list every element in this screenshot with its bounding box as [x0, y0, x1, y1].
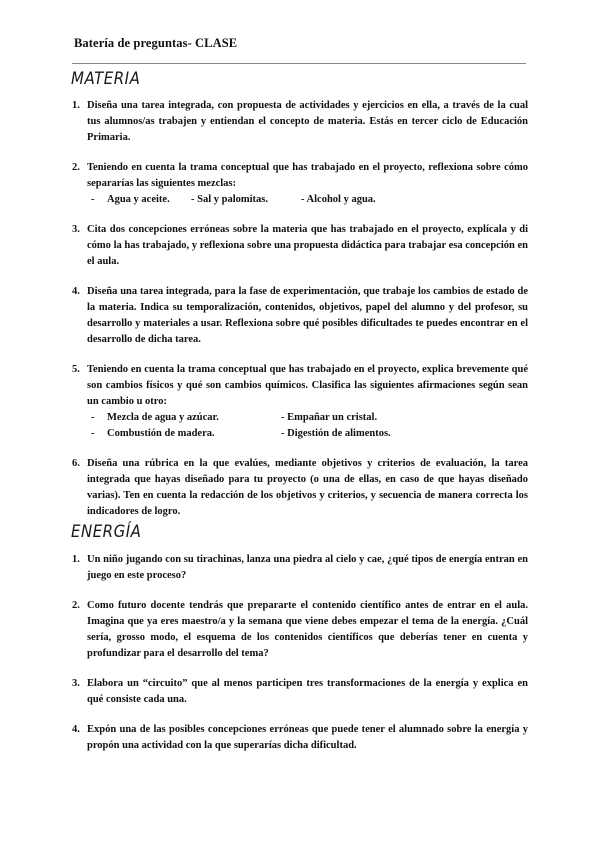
question-number: 5.: [72, 364, 80, 375]
energia-question-list: [72, 552, 528, 768]
energia-question-2: [72, 598, 528, 662]
energia-question-1: [72, 552, 528, 584]
question-number: 2.: [72, 162, 80, 173]
mixture-list: [87, 192, 528, 208]
materia-question-5: [72, 362, 528, 442]
list-item: - Agua y aceite.: [91, 194, 170, 205]
question-text: Como futuro docente tendrás que prepararte el contenido científico antes de entrar en el aula. Imagina que ya eres maestro/a y la semana que viene debes empezar el tema de la energía. ¿Cuál sería, grosso modo, el esquema de los contenidos científicos que deberías tener en cuenta y profundizar para el desarrollo del tema?: [87, 600, 528, 659]
list-item: - Sal y palomitas.: [191, 194, 269, 205]
question-text: Teniendo en cuenta la trama conceptual que has trabajado en el proyecto, explica brevemente qué son cambios físicos y qué son cambios químicos. Clasifica las siguientes afirmaciones según sean un cambio u otro:: [87, 364, 528, 407]
question-number: 1.: [72, 100, 80, 111]
question-text: Teniendo en cuenta la trama conceptual que has trabajado en el proyecto, reflexiona sobre cómo separarías las siguientes mezclas:: [87, 162, 528, 189]
list-item: - Alcohol y agua.: [301, 194, 376, 205]
question-number: 4.: [72, 286, 80, 297]
question-number: 6.: [72, 458, 80, 469]
question-text: Elabora un “circuito” que al menos participen tres transformaciones de la energía y explica en qué consiste cada una.: [87, 678, 528, 705]
question-number: 3.: [72, 224, 80, 235]
question-text: Expón una de las posibles concepciones erróneas que puede tener el alumnado sobre la energía y propón una actividad con la que superarías dicha dificultad.: [87, 724, 528, 751]
section-heading-energia: ENERGÍA: [71, 521, 142, 542]
list-item: - Empañar un cristal.: [281, 412, 378, 423]
question-number: 4.: [72, 724, 80, 735]
change-list: [87, 410, 528, 442]
energia-question-3: [72, 676, 528, 708]
question-number: 1.: [72, 554, 80, 565]
list-item: - Mezcla de agua y azúcar.: [91, 412, 219, 423]
list-item: - Combustión de madera.: [91, 428, 215, 439]
materia-question-6: [72, 456, 528, 520]
question-text: Cita dos concepciones erróneas sobre la materia que has trabajado en el proyecto, explícala y di cómo la has trabajado, y reflexiona sobre una propuesta didáctica para trabajar esa concepción en el aula.: [87, 224, 528, 267]
list-item: - Digestión de alimentos.: [281, 428, 391, 439]
energia-question-4: [72, 722, 528, 754]
document-title: Batería de preguntas- CLASE: [74, 36, 238, 50]
materia-question-1: [72, 98, 528, 146]
materia-question-2: [72, 160, 528, 208]
materia-question-3: [72, 222, 528, 270]
question-text: Diseña una tarea integrada, para la fase de experimentación, que trabaje los cambios de estado de la materia. Indica su temporalización, contenidos, objetivos, papel del alumno y del profesor, su desarrollo y materiales a usar. Reflexiona sobre qué posibles dificultades te puedes encontrar en el desarrollo de dicha tarea.: [87, 286, 528, 345]
question-text: Un niño jugando con su tirachinas, lanza una piedra al cielo y cae, ¿qué tipos de energía entran en juego en este proceso?: [87, 554, 528, 581]
question-text: Diseña una tarea integrada, con propuesta de actividades y ejercicios en ella, a través de la cual tus alumnos/as trabajen y entiendan el concepto de materia. Estás en tercer ciclo de Educación Primaria.: [87, 100, 528, 143]
question-text: Diseña una rúbrica en la que evalúes, mediante objetivos y criterios de evaluación, la tarea integrada que hayas diseñado para tu proyecto (o una de ellas, en caso de que hayas diseñado varias). Ten en cuenta la redacción de los objetivos y criterios, y secuencia de manera correcta los indicadores de logro.: [87, 458, 528, 517]
question-number: 3.: [72, 678, 80, 689]
section-heading-materia: MATERIA: [71, 68, 141, 89]
header-divider: [72, 63, 526, 64]
materia-question-4: [72, 284, 528, 348]
materia-question-list: [72, 98, 528, 534]
question-number: 2.: [72, 600, 80, 611]
